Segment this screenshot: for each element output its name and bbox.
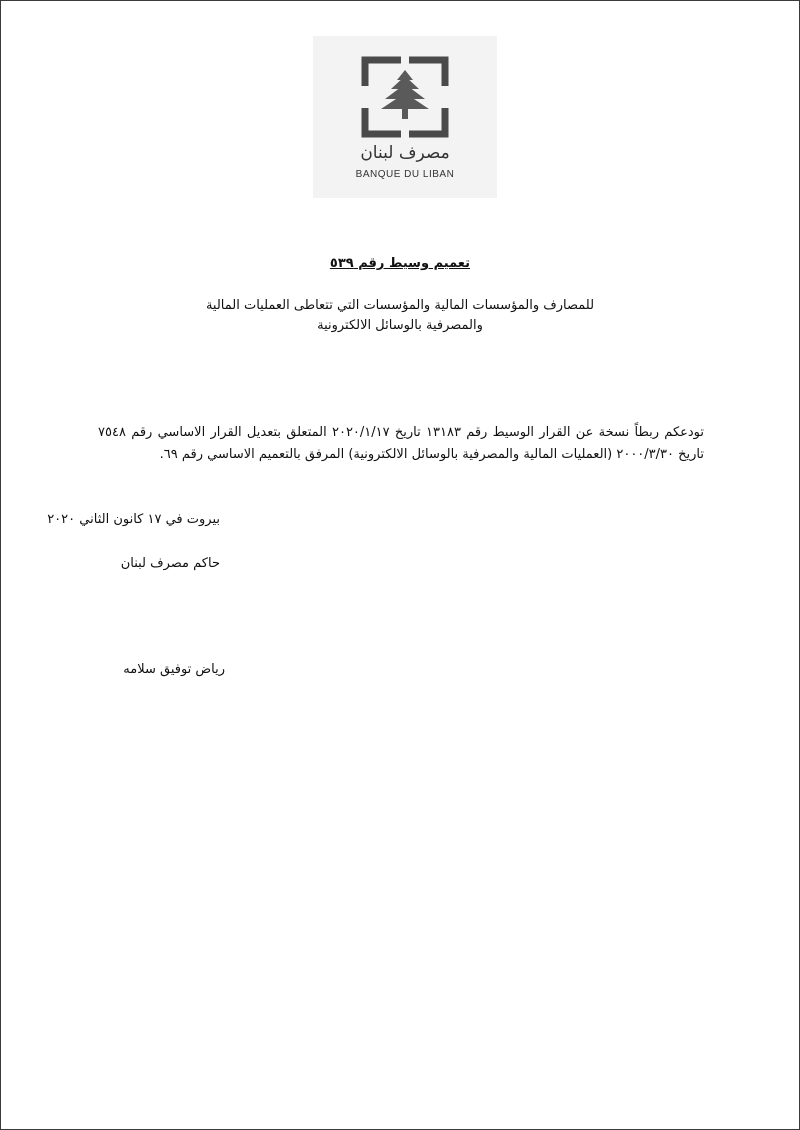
recipients-block xyxy=(160,296,640,336)
signatory-title: حاكم مصرف لبنان xyxy=(120,556,220,571)
bank-logo xyxy=(313,36,497,198)
recipients-line-2: والمصرفية بالوسائل الالكترونية xyxy=(317,318,483,333)
body-paragraph: تودعكم ربطاً نسخة عن القرار الوسيط رقم ١٣١٨٣ تاريخ ٢٠٢٠/١/١٧ المتعلق بتعديل القرار الاساسي رقم ٧٥٤٨ تاريخ ٢٠٠٠/٣/٣٠ (العمليات المالية والمصرفية بالوسائل الالكترونية) المرفق بالتعميم الاساسي رقم ٦٩. xyxy=(98,425,704,462)
logo-latin-text: BANQUE DU LIBAN xyxy=(355,169,455,180)
dateline: بيروت في ١٧ كانون الثاني ٢٠٢٠ xyxy=(47,512,220,527)
cedar-logo-icon xyxy=(361,56,449,138)
signatory-name: رياض توفيق سلامه xyxy=(123,662,225,677)
recipients-line-1: للمصارف والمؤسسات المالية والمؤسسات التي تتعاطى العمليات المالية xyxy=(205,298,595,313)
logo-arabic-text: مصرف لبنان xyxy=(360,143,450,163)
circular-title: تعميم وسيط رقم ٥٣٩ xyxy=(329,256,470,271)
